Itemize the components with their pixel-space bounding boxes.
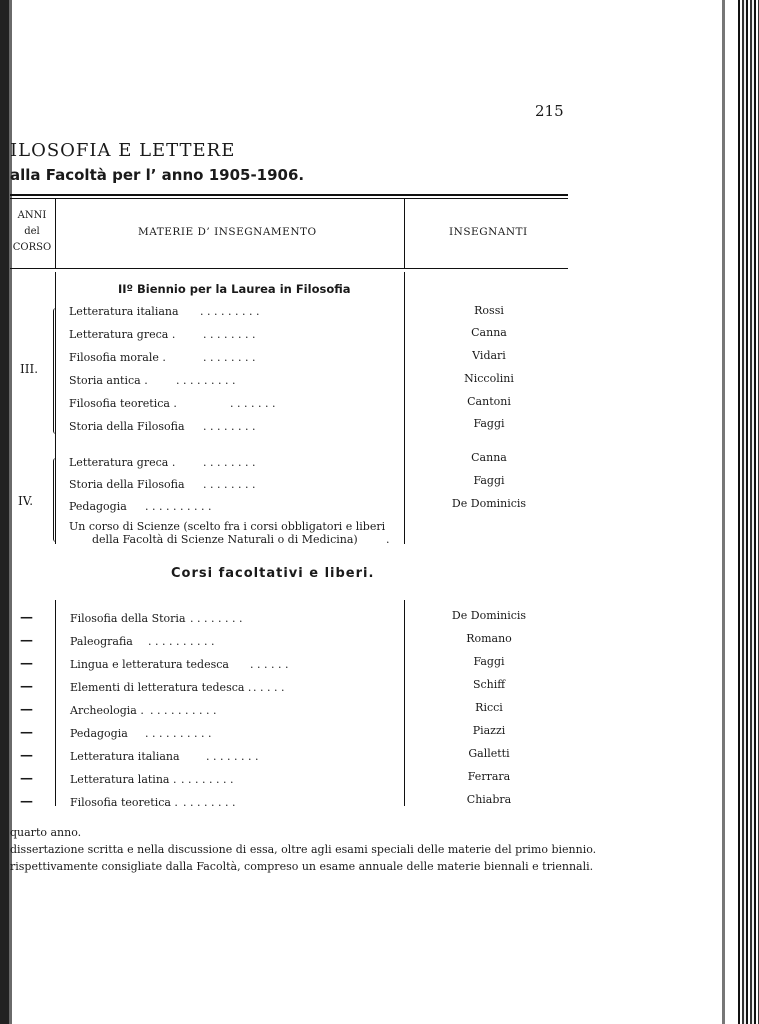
course-name: Filosofia teoretica . — [70, 796, 178, 809]
section-title-optional: Corsi facoltativi e liberi. — [171, 566, 375, 581]
leader-dots: . . . . . . . . — [183, 796, 236, 809]
course-name: Letteratura italiana — [69, 305, 179, 318]
course-name: Pedagogia — [70, 727, 128, 740]
leader-dots: . — [386, 533, 390, 546]
teacher-name: De Dominicis — [451, 497, 527, 510]
table-top-rule-thin — [10, 198, 568, 199]
brace-year-IV — [53, 458, 57, 542]
teacher-name: Canna — [471, 326, 507, 339]
leader-dots: . . . . . . . . . — [176, 374, 236, 387]
page-title: ILOSOFIA E LETTERE — [10, 140, 236, 161]
year-dash: — — [20, 794, 33, 809]
header-divider-2 — [404, 199, 405, 269]
teacher-name: Chiabra — [466, 793, 512, 806]
teacher-name: Schiff — [472, 678, 506, 691]
leader-dots: . . . . . . . . — [206, 750, 259, 763]
leader-dots: . . . . . . . . — [203, 456, 256, 469]
science-course-note-line1: Un corso di Scienze (scelto fra i corsi obbligatori e liberi — [69, 520, 386, 533]
leader-dots: . . . . . . . . — [203, 351, 256, 364]
leader-dots: . . . . . . . . . . — [145, 727, 212, 740]
footnote-1: quarto anno. — [10, 826, 82, 839]
leader-dots: . . . . . . . . — [203, 328, 256, 341]
course-name: Filosofia teoretica . — [69, 397, 177, 410]
header-anni: ANNI — [17, 210, 47, 221]
leader-dots: . . . . . . . . . — [200, 305, 260, 318]
year-dash: — — [20, 725, 33, 740]
teacher-name: Faggi — [473, 474, 505, 487]
footnote-2: dissertazione scritta e nella discussione di essa, oltre agli esami speciali delle materie del primo biennio. — [10, 843, 597, 856]
teacher-name: Piazzi — [472, 724, 506, 737]
brace-year-III — [53, 308, 57, 434]
course-name: Pedagogia — [69, 500, 127, 513]
course-name: Letteratura italiana — [70, 750, 180, 763]
leader-dots: . . . . . . . . . . — [150, 704, 217, 717]
column-divider-right-biennio — [404, 272, 405, 544]
course-name: Letteratura latina . — [70, 773, 177, 786]
course-name: Filosofia morale . — [69, 351, 166, 364]
year-label-III: III. — [20, 362, 39, 376]
year-dash: — — [20, 771, 33, 786]
leader-dots: . . . . . . . . — [203, 420, 256, 433]
year-dash: — — [20, 656, 33, 671]
year-label-IV: IV. — [18, 494, 34, 508]
teacher-name: Faggi — [473, 655, 505, 668]
leader-dots: . . . . . . . . . . — [148, 635, 215, 648]
leader-dots: . . . . . . . . — [203, 478, 256, 491]
course-name: Paleografia — [70, 635, 133, 648]
course-name: Elementi di letteratura tedesca . — [70, 681, 252, 694]
teacher-name: Niccolini — [464, 372, 514, 385]
page-number: 215 — [535, 102, 564, 120]
year-dash: — — [20, 702, 33, 717]
teacher-name: Canna — [471, 451, 507, 464]
column-divider-left-optional — [55, 600, 56, 806]
header-materie: MATERIE D’ INSEGNAMENTO — [138, 226, 317, 238]
teacher-name: Galletti — [468, 747, 510, 760]
leader-dots: . . . . . . . . — [181, 773, 234, 786]
teacher-name: Rossi — [474, 304, 504, 317]
right-page-edge-shadow — [722, 0, 725, 1024]
footnote-3: rispettivamente consigliate dalla Facoltà, compreso un esame annuale delle materie biennali e triennali. — [10, 860, 594, 873]
leader-dots: . . . . . . . . . . — [145, 500, 212, 513]
right-page-edge — [738, 0, 759, 1024]
header-anni-del-corso — [10, 208, 54, 256]
teacher-name: De Dominicis — [451, 609, 527, 622]
year-dash: — — [20, 748, 33, 763]
teacher-name: Romano — [466, 632, 512, 645]
year-dash: — — [20, 679, 33, 694]
page-subtitle: alla Facoltà per l’ anno 1905-1906. — [10, 166, 305, 184]
course-name: Letteratura greca . — [69, 328, 176, 341]
teacher-name: Cantoni — [467, 395, 511, 408]
teacher-name: Ricci — [475, 701, 503, 714]
column-divider-right-optional — [404, 600, 405, 806]
course-name: Archeologia . — [70, 704, 144, 717]
leader-dots: . . . . . . . . — [190, 612, 243, 625]
course-name: Storia della Filosofia — [69, 420, 185, 433]
year-dash: — — [20, 633, 33, 648]
header-divider-1 — [55, 199, 56, 269]
header-corso: CORSO — [12, 242, 52, 253]
course-name: Storia della Filosofia — [69, 478, 185, 491]
course-name: Storia antica . — [69, 374, 148, 387]
leader-dots: . . . . . — [253, 681, 285, 694]
header-insegnanti: INSEGNANTI — [449, 226, 528, 238]
course-name: Filosofia della Storia — [70, 612, 186, 625]
teacher-name: Faggi — [473, 417, 505, 430]
header-del: del — [24, 226, 40, 237]
year-dash: — — [20, 610, 33, 625]
teacher-name: Ferrara — [467, 770, 511, 783]
table-header-rule — [10, 268, 568, 269]
course-name: Letteratura greca . — [69, 456, 176, 469]
leader-dots: . . . . . . . — [230, 397, 276, 410]
table-top-rule — [10, 194, 568, 196]
teacher-name: Vidari — [472, 349, 506, 362]
section-title-biennio: IIº Biennio per la Laurea in Filosofia — [118, 282, 351, 296]
course-name: Lingua e letteratura tedesca — [70, 658, 229, 671]
science-course-note-line2: della Facoltà di Scienze Naturali o di Medicina) — [92, 533, 358, 546]
left-page-edge — [0, 0, 9, 1024]
leader-dots: . . . . . . — [250, 658, 289, 671]
